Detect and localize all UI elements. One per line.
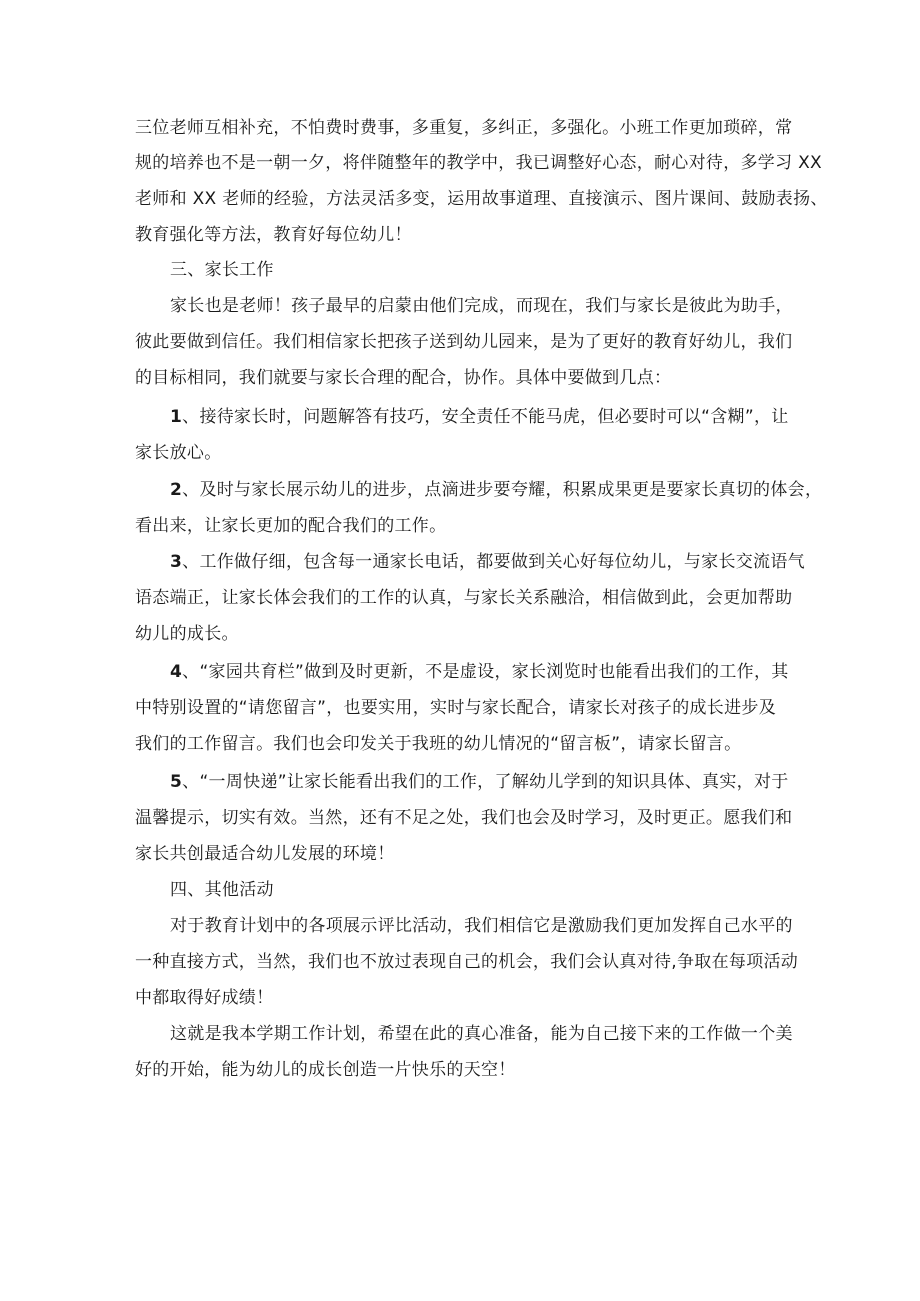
item-number: 5	[170, 772, 183, 792]
section-heading: 四、其他活动	[170, 880, 274, 900]
item-number: 4	[170, 662, 183, 682]
text-line: 家长共创最适合幼儿发展的环境！	[135, 844, 395, 864]
text-line: 幼儿的成长。	[135, 624, 239, 644]
list-item	[170, 479, 822, 501]
item-text: 、“一周快递”让家长能看出我们的工作，了解幼儿学到的知识具体、真实，对于	[182, 772, 789, 792]
list-item	[170, 771, 789, 793]
text-line: 彼此要做到信任。我们相信家长把孩子送到幼儿园来，是为了更好的教育好幼儿，我们	[135, 332, 793, 352]
text-line: 家长放心。	[135, 443, 222, 463]
text-line: 我们的工作留言。我们也会印发关于我班的幼儿情况的“留言板”，请家长留言。	[135, 734, 742, 754]
item-text: 、及时与家长展示幼儿的进步，点滴进步要夸耀，积累成果更是要家长真切的体会，	[182, 480, 823, 500]
item-number: 2	[170, 480, 183, 500]
text-line: 一种直接方式，当然，我们也不放过表现自己的机会，我们会认真对待,争取在每项活动	[135, 952, 799, 972]
text-line: 的目标相同，我们就要与家长合理的配合，协作。具体中要做到几点：	[135, 368, 672, 388]
list-item	[170, 551, 805, 573]
item-text: 、接待家长时，问题解答有技巧，安全责任不能马虎，但必要时可以“含糊”，让	[182, 407, 789, 427]
item-text: 、工作做仔细，包含每一通家长电话，都要做到关心好每位幼儿，与家长交流语气	[182, 552, 805, 572]
text-line: 对于教育计划中的各项展示评比活动，我们相信它是激励我们更加发挥自己水平的	[170, 916, 793, 936]
text-line: 教育强化等方法，教育好每位幼儿！	[135, 225, 412, 245]
text-line: 规的培养也不是一朝一夕，将伴随整年的教学中，我已调整好心态，耐心对待，多学习 XX	[135, 153, 822, 173]
item-number: 3	[170, 552, 183, 572]
text-line: 中特别设置的“请您留言”，也要实用，实时与家长配合，请家长对孩子的成长进步及	[135, 698, 777, 718]
text-line: 看出来，让家长更加的配合我们的工作。	[135, 516, 447, 536]
list-item	[170, 406, 789, 428]
text-line: 语态端正，让家长体会我们的工作的认真，与家长关系融洽，相信做到此，会更加帮助	[135, 588, 793, 608]
text-line: 三位老师互相补充，不怕费时费事，多重复，多纠正，多强化。小班工作更加琐碎，常	[135, 118, 793, 138]
text-line: 家长也是老师！孩子最早的启蒙由他们完成，而现在，我们与家长是彼此为助手，	[170, 296, 793, 316]
item-number: 1	[170, 407, 183, 427]
text-line: 这就是我本学期工作计划，希望在此的真心准备，能为自己接下来的工作做一个美	[170, 1024, 793, 1044]
item-text: 、“家园共育栏”做到及时更新，不是虚设，家长浏览时也能看出我们的工作，其	[182, 662, 789, 682]
text-line: 温馨提示，切实有效。当然，还有不足之处，我们也会及时学习，及时更正。愿我们和	[135, 808, 793, 828]
section-heading: 三、家长工作	[170, 260, 274, 280]
text-line: 中都取得好成绩！	[135, 988, 274, 1008]
list-item	[170, 661, 789, 683]
text-line: 老师和 XX 老师的经验，方法灵活多变，运用故事道理、直接演示、图片课间、鼓励表扬、	[135, 189, 828, 209]
text-line: 好的开始，能为幼儿的成长创造一片快乐的天空！	[135, 1060, 516, 1080]
